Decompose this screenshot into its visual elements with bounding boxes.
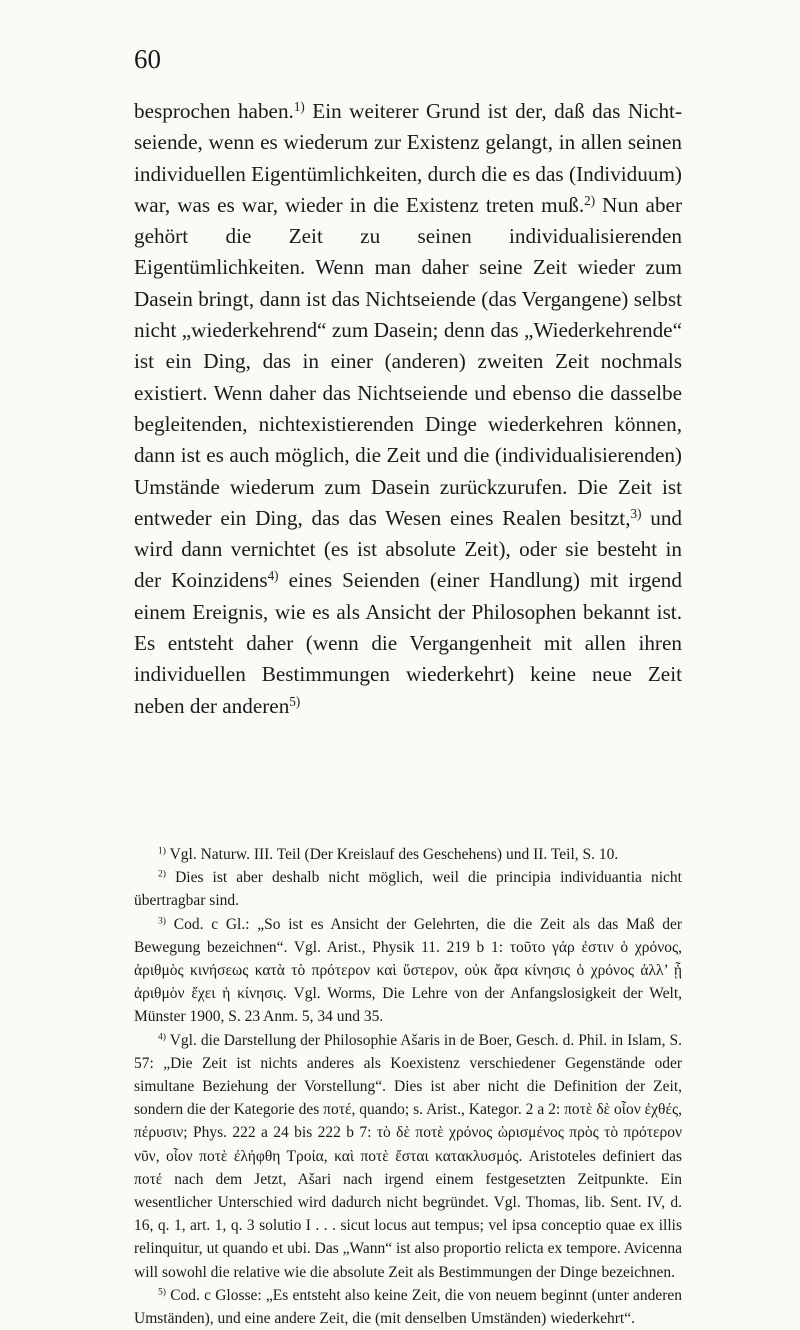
footnote-ref-2: 2) xyxy=(584,192,596,208)
footnote-marker: 4) xyxy=(158,1031,166,1043)
footnote-marker: 5) xyxy=(158,1286,166,1298)
body-paragraph xyxy=(134,96,682,722)
footnote-text: Vgl. die Darstellung der Philosophie Ašaris in de Boer, Gesch. d. Phil. in Islam, S. 57: „Die Zeit ist nichts anderes als Koexistenz verschiedener Gegenstände oder simultane Beziehung der Vorstellung“. Dies ist aber nicht die Definition der Zeit, sondern die der Kategorie des ποτέ, quando; s. Arist., Kategor. 2 a 2: ποτὲ δὲ οἷον ἐχθές, πέρυσιν; Phys. 222 a 24 bis 222 b 7: τὸ δὲ ποτὲ χρόνος ὡρισμένος πρὸς τὸ πρότερον νῦν, οἷον ποτὲ ἐλήφθη Τροία, καὶ ποτὲ ἔσται κατακλυσμός. Aristoteles definiert das ποτέ nach dem Jetzt, Ašari nach irgend einem festgesetzten Zeitpunkte. Ein wesentlicher Unterschied wird dadurch nicht begründet. Vgl. Thomas, lib. Sent. IV, d. 16, q. 1, art. 1, q. 3 solutio I . . . sicut locus aut tempus; vel ipsa conceptio quae ex illis relinquitur, ut quando et ubi. Das „Wann“ ist also proportio relicta ex tempore. Avicenna will sowohl die relative wie die absolute Zeit als Bestimmungen der Dinge bezeichnen. xyxy=(134,1031,682,1281)
text-segment: Nun aber gehört die Zeit zu seinen individualisierenden Eigentümlichkeiten. Wenn man daher seine Zeit wieder zum Dasein bringt, dann ist das Nichtseiende (das Vergangene) selbst nicht „wiederkehrend“ zum Dasein; denn das „Wiederkehrende“ ist ein Ding, das in einer (anderen) zweiten Zeit nochmals existiert. Wenn daher das Nichtseiende und ebenso die dasselbe begleitenden, nichtexistierenden Dinge wiederkehren können, dann ist es auch möglich, die Zeit und die (individualisierenden) Umstände wiederum zum Dasein zurückzurufen. Die Zeit ist entweder ein Ding, das das Wesen eines Realen besitzt, xyxy=(134,192,682,530)
footnote-text: Dies ist aber deshalb nicht möglich, weil die principia individuantia nicht übertragbar sind. xyxy=(134,869,682,910)
main-text xyxy=(134,96,682,722)
footnote-ref-4: 4) xyxy=(267,568,279,584)
footnotes xyxy=(134,843,682,1330)
text-segment: eines Seienden (einer Handlung) mit irgend einem Ereignis, wie es als Ansicht der Philosophen bekannt ist. Es entsteht daher (wenn die Vergangenheit mit allen ihren individuellen Bestimmungen wiederkehrt) keine neue Zeit neben der anderen xyxy=(134,568,682,718)
text-segment: Ein weiterer Grund ist der, daß das Nichtseiende, wenn es wiederum zur Existenz gelangt, in allen seinen individuellen Eigentümlichkeiten, durch die es das (Individuum) war, was es war, wieder in die Existenz treten muß. xyxy=(134,99,682,217)
footnote-marker: 2) xyxy=(158,868,166,880)
footnote-4 xyxy=(134,1029,682,1284)
text-segment: besprochen haben. xyxy=(134,99,294,123)
footnote-marker: 3) xyxy=(158,915,166,927)
footnote-marker: 1) xyxy=(158,845,166,857)
footnote-5 xyxy=(134,1284,682,1330)
footnote-ref-5: 5) xyxy=(289,693,301,709)
footnote-2 xyxy=(134,866,682,912)
text-segment: und wird dann vernichtet (es ist absolute Zeit), oder sie besteht in der Koinzidens xyxy=(134,505,683,593)
footnote-text: Cod. c Gl.: „So ist es Ansicht der Gelehrten, die die Zeit als das Maß der Bewegung bezeichnen“. Vgl. Arist., Physik 11. 219 b 1: τοῦτο γάρ ἐστιν ὁ χρόνος, ἀριθμὸς κινήσεως κατὰ τὸ πρότερον καὶ ὕστερον, οὐκ ἄρα κίνησις ὁ χρόνος ἀλλ’ ᾗ ἀριθμὸν ἔχει ἡ κίνησις. Vgl. Worms, Die Lehre von der Anfangslosigkeit der Welt, Münster 1900, S. 23 Anm. 5, 34 und 35. xyxy=(134,915,682,1026)
footnote-text: Vgl. Naturw. III. Teil (Der Kreislauf des Geschehens) und II. Teil, S. 10. xyxy=(166,846,619,863)
footnote-ref-1: 1) xyxy=(293,98,305,114)
footnote-text: Cod. c Glosse: „Es entsteht also keine Zeit, die von neuem beginnt (unter anderen Umständen), und eine andere Zeit, die (mit denselben Umständen) wiederkehrt“. xyxy=(134,1286,682,1328)
page-number: 60 xyxy=(134,44,161,74)
footnote-1 xyxy=(134,843,682,866)
footnote-ref-3: 3) xyxy=(630,505,642,521)
footnote-3 xyxy=(134,913,682,1029)
